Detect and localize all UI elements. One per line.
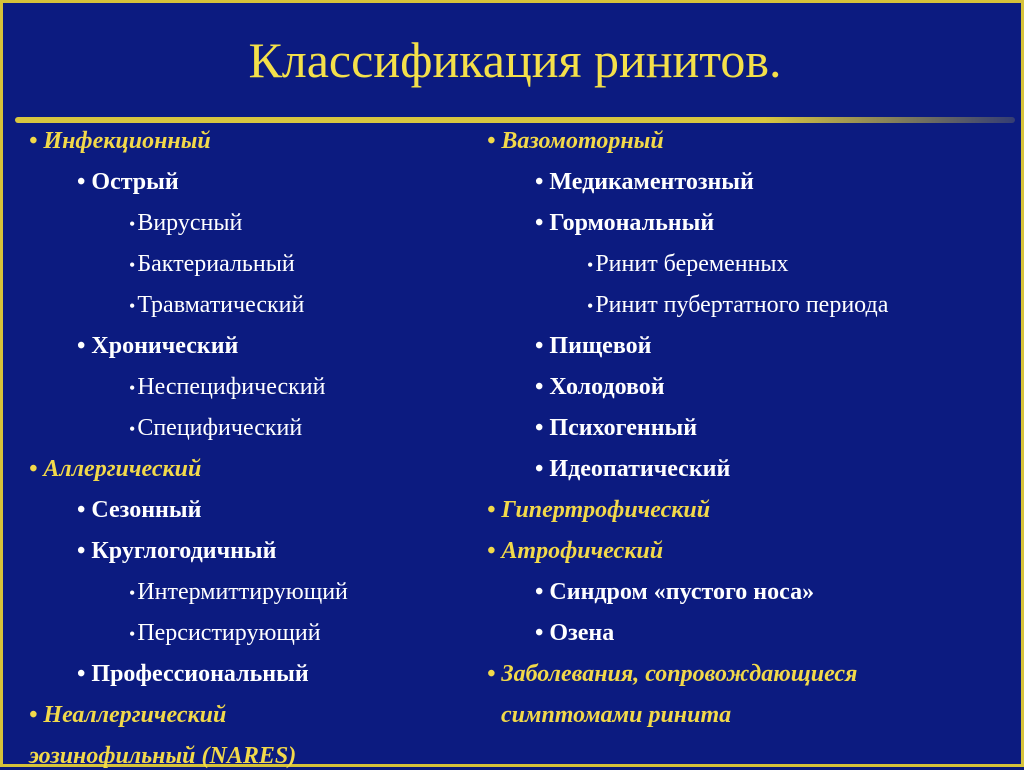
list-item-text: Синдром «пустого носа» — [549, 579, 815, 605]
list-item-text: Гормональный — [549, 210, 715, 236]
list-item-level-3 — [129, 209, 242, 238]
list-item-text: Идеопатический — [549, 456, 731, 482]
list-item-level-1 — [501, 701, 731, 729]
bullet-icon: • — [535, 374, 544, 400]
bullet-icon: • — [535, 210, 544, 236]
bullet-icon: • — [129, 419, 136, 439]
bullet-icon: • — [487, 497, 496, 523]
list-item-level-2 — [77, 537, 277, 565]
list-item-text: Интермиттирующий — [137, 579, 348, 605]
list-item-text: Озена — [549, 620, 615, 646]
list-item-text: Инфекционный — [43, 128, 211, 154]
list-item-text: Гипертрофический — [501, 497, 711, 523]
list-item-level-1 — [487, 537, 663, 565]
list-item-text: Неспецифический — [137, 374, 326, 400]
list-item-text: Специфический — [137, 415, 303, 441]
list-item-text: Персистирующий — [137, 620, 321, 646]
list-item-text: Вирусный — [137, 210, 243, 236]
bullet-icon: • — [535, 415, 544, 441]
bullet-icon: • — [29, 128, 38, 154]
list-item-level-3 — [129, 414, 302, 443]
list-item-text: симптомами ринита — [501, 702, 732, 728]
list-item-text: Хронический — [91, 333, 239, 359]
list-item-text: Неаллергический — [43, 702, 227, 728]
list-item-level-1 — [487, 127, 664, 155]
bullet-icon: • — [487, 538, 496, 564]
list-item-text: эозинофильный (NARES) — [29, 743, 297, 769]
list-item-level-1 — [29, 455, 201, 483]
list-item-level-2 — [77, 660, 309, 688]
list-item-level-1 — [29, 701, 226, 729]
list-item-level-2 — [77, 168, 179, 196]
bullet-icon: • — [129, 583, 136, 603]
list-item-level-2 — [535, 209, 714, 237]
list-item-level-2 — [77, 332, 238, 360]
list-item-level-2 — [535, 373, 665, 401]
list-item-level-3 — [129, 578, 348, 607]
list-item-level-3 — [587, 291, 888, 320]
bullet-icon: • — [587, 296, 594, 316]
list-item-text: Бактериальный — [137, 251, 295, 277]
list-item-text: Заболевания, сопровождающиеся — [501, 661, 858, 687]
bullet-icon: • — [77, 169, 86, 195]
list-item-text: Пищевой — [549, 333, 652, 359]
bullet-icon: • — [487, 128, 496, 154]
slide-title: Классификация ринитов. — [248, 32, 782, 88]
list-item-text: Круглогодичный — [91, 538, 277, 564]
bullet-icon: • — [29, 702, 38, 728]
bullet-icon: • — [535, 333, 544, 359]
bullet-icon: • — [129, 624, 136, 644]
list-item-text: Сезонный — [91, 497, 202, 523]
list-item-text: Психогенный — [549, 415, 698, 441]
list-item-level-3 — [587, 250, 789, 279]
bullet-icon: • — [129, 378, 136, 398]
list-item-level-1 — [29, 742, 296, 770]
bullet-icon: • — [77, 661, 86, 687]
list-item-level-2 — [535, 455, 730, 483]
bullet-icon: • — [77, 333, 86, 359]
list-item-level-3 — [129, 373, 325, 402]
list-item-text: Травматический — [137, 292, 305, 318]
bullet-icon: • — [535, 620, 544, 646]
list-item-text: Атрофический — [501, 538, 664, 564]
bullet-icon: • — [587, 255, 594, 275]
list-item-level-3 — [129, 291, 304, 320]
bullet-icon: • — [129, 255, 136, 275]
list-item-text: Ринит беременных — [595, 251, 789, 277]
list-item-level-1 — [29, 127, 211, 155]
bullet-icon: • — [487, 661, 496, 687]
bullet-icon: • — [77, 497, 86, 523]
title-divider — [15, 117, 1015, 123]
list-item-level-2 — [535, 168, 754, 196]
bullet-icon: • — [129, 214, 136, 234]
list-item-level-1 — [487, 496, 710, 524]
bullet-icon: • — [535, 456, 544, 482]
list-item-level-2 — [535, 332, 651, 360]
bullet-icon: • — [77, 538, 86, 564]
list-item-level-2 — [535, 619, 614, 647]
list-item-text: Ринит пубертатного периода — [595, 292, 889, 318]
bullet-icon: • — [29, 456, 38, 482]
list-item-text: Вазомоторный — [501, 128, 664, 154]
list-item-text: Аллергический — [43, 456, 202, 482]
list-item-level-1 — [487, 660, 857, 688]
bullet-icon: • — [535, 579, 544, 605]
bullet-icon: • — [535, 169, 544, 195]
list-item-text: Медикаментозный — [549, 169, 754, 195]
list-item-text: Холодовой — [549, 374, 665, 400]
list-item-level-2 — [535, 578, 814, 606]
list-item-level-2 — [77, 496, 201, 524]
list-item-level-3 — [129, 250, 295, 279]
list-item-text: Профессиональный — [91, 661, 309, 687]
list-item-text: Острый — [91, 169, 179, 195]
list-item-level-3 — [129, 619, 321, 648]
bullet-icon: • — [129, 296, 136, 316]
list-item-level-2 — [535, 414, 697, 442]
